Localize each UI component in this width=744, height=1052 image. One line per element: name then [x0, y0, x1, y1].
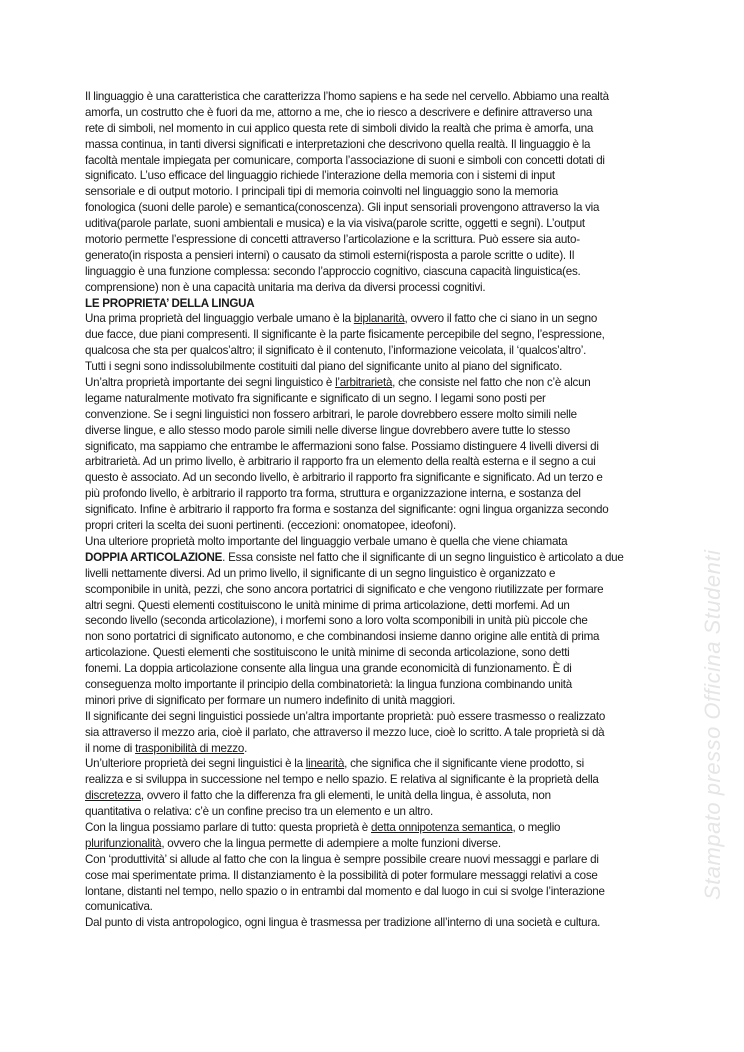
text-line — [85, 280, 685, 296]
watermark: Stampato presso Officina Studenti — [700, 549, 725, 900]
text-line — [85, 89, 685, 105]
text-run: cose mai sperimentate prima. Il distanziamento è la possibilità di poter formulare messaggi relativi a cose — [85, 868, 598, 882]
text-line — [85, 661, 685, 677]
text-line — [85, 884, 685, 900]
text-run: qualcosa che sta per qualcos’altro; il significato è il contenuto, l’informazione veicolata, il ‘qualcos’altro’. — [85, 344, 587, 358]
text-line — [85, 200, 685, 216]
underlined-term: biplanarità — [353, 312, 405, 326]
text-run: significato. Infine è arbitrario il rapporto fra forma e sostanza del significante: ogni lingua organizza secondo — [85, 503, 609, 517]
text-line — [85, 709, 685, 725]
text-run: Un’altra proprietà importante dei segni linguistico è — [85, 376, 336, 390]
text-run: , o meglio — [512, 820, 561, 834]
text-line — [85, 550, 685, 566]
paragraph — [85, 820, 685, 852]
text-run: convenzione. Se i segni linguistici non fossero arbitrari, le parole dovrebbero essere molto simili nelle — [85, 407, 577, 421]
paragraph — [85, 534, 685, 709]
text-run: propri criteri la scelta dei suoni pertinenti. (eccezioni: onomatopee, ideofoni). — [85, 519, 456, 533]
text-run: sia attraverso il mezzo aria, cioè il parlato, che attraverso il mezzo luce, cioè lo scritto. A tale proprietà si dà — [85, 725, 605, 739]
paragraph — [85, 311, 685, 375]
text-line — [85, 359, 685, 375]
text-line — [85, 598, 685, 614]
text-line — [85, 756, 685, 772]
text-run: rete di simboli, nel momento in cui applico questa rete di simboli divido la realtà che prima è amorfa, una — [85, 121, 594, 135]
text-line — [85, 788, 685, 804]
text-line — [85, 899, 685, 915]
text-run: Con la lingua possiamo parlare di tutto: questa proprietà è — [85, 820, 371, 834]
text-line — [85, 502, 685, 518]
text-run: legame naturalmente motivato fra significante e significato di un segno. I legami sono posti per — [85, 391, 546, 405]
text-run: scomponibile in unità, pezzi, che sono ancora portatrici di significato e che vengono riutilizzate per formare — [85, 582, 604, 596]
text-line — [85, 439, 685, 455]
text-run: facoltà mentale impiegata per comunicare, comporta l’associazione di suoni e simboli con concetti dotati di — [85, 153, 605, 167]
text-line — [85, 168, 685, 184]
text-run: quantitativa o relativa: c’è un confine preciso tra un elemento e un altro. — [85, 805, 433, 819]
text-run: sensoriale e di output motorio. I principali tipi di memoria coinvolti nel linguaggio sono la memoria — [85, 185, 558, 199]
text-run: Una prima proprietà del linguaggio verbale umano è la — [85, 312, 354, 326]
paragraph — [85, 375, 685, 534]
text-run: conseguenza molto importante il principio della combinatorietà: la lingua funziona combinando unità — [85, 677, 572, 691]
underlined-term: l’arbitrarietà — [335, 376, 393, 390]
text-run: . — [244, 741, 248, 755]
text-run: significato. L’uso efficace del linguaggio richiede l’interazione della memoria con i sistemi di input — [85, 169, 555, 183]
text-line — [85, 423, 685, 439]
text-run: non sono portatrici di significato autonomo, e che combinandosi insieme danno origine alle entità di prima — [85, 630, 600, 644]
text-run: più profondo livello, è arbitrario il rapporto tra forma, struttura e organizzazione interna, e sostanza del — [85, 487, 581, 501]
underlined-term: linearità — [305, 757, 345, 771]
text-run: generato(in risposta a pensieri interni) o causato da stimoli esterni(risposta a parole scritte o udite). Il — [85, 248, 575, 262]
section-heading — [85, 296, 685, 312]
text-line — [85, 232, 685, 248]
text-run: Tutti i segni sono indissolubilmente costituiti dal piano del significante unito al piano del significato. — [85, 360, 563, 374]
text-line — [85, 693, 685, 709]
text-line — [85, 868, 685, 884]
text-run: Una ulteriore proprietà molto importante del linguaggio verbale umano è quella che viene chiamata — [85, 534, 568, 548]
bold-text: DOPPIA ARTICOLAZIONE — [85, 550, 223, 564]
text-line — [85, 105, 685, 121]
text-run: Con ‘produttività’ si allude al fatto che con la lingua è sempre possibile creare nuovi messaggi e parlare di — [85, 852, 599, 866]
text-line — [85, 470, 685, 486]
text-run: , ovvero il fatto che la differenza fra gli elementi, le unità della lingua, è assoluta, non — [140, 789, 551, 803]
text-run: , ovvero che la lingua permette di adempiere a molte funzioni diverse. — [161, 836, 501, 850]
paragraph — [85, 756, 685, 820]
text-run: lontane, distanti nel tempo, nello spazio o in entrambi dal momento e dal luogo in cui si svolge l’interazione — [85, 884, 605, 898]
text-line — [85, 836, 685, 852]
text-run: secondo livello (seconda articolazione), i morfemi sono a loro volta scomponibili in unità più piccole che — [85, 614, 588, 628]
text-run: Il significante dei segni linguistici possiede un’altra importante proprietà: può essere trasmesso o realizzato — [85, 709, 606, 723]
text-run: , che significa che il significante viene prodotto, si — [344, 757, 584, 771]
text-line — [85, 296, 685, 312]
text-line — [85, 327, 685, 343]
text-line — [85, 391, 685, 407]
text-line — [85, 407, 685, 423]
text-line — [85, 772, 685, 788]
text-run: , che consiste nel fatto che non c’è alcun — [392, 376, 591, 390]
text-line — [85, 677, 685, 693]
text-run: amorfa, un costrutto che è fuori da me, attorno a me, che io riesco a descrivere e definire attraverso una — [85, 105, 593, 119]
underlined-term: discretezza — [85, 789, 141, 803]
text-run: altri segni. Questi elementi costituiscono le unità minime di prima articolazione, detti morfemi. Ad un — [85, 598, 570, 612]
text-run: comprensione) non è una capacità unitaria ma deriva da diversi processi cognitivi. — [85, 280, 486, 294]
paragraph — [85, 709, 685, 757]
text-line — [85, 184, 685, 200]
text-run: linguaggio è una funzione complessa: secondo l’approccio cognitivo, ciascuna capacità linguistica(es. — [85, 264, 581, 278]
text-run: livelli nettamente diversi. Ad un primo livello, il significante di un segno linguistico è organizzato e — [85, 566, 556, 580]
text-run: diverse lingue, e allo stesso modo parole simili nelle diverse lingue dovrebbero avere tutte lo stesso — [85, 423, 570, 437]
text-run: il nome di — [85, 741, 136, 755]
text-run: questo è associato. Ad un secondo livello, è arbitrario il rapporto fra significante e significato. Ad un terzo e — [85, 471, 603, 485]
text-run: motorio permette l’espressione di concetti attraverso l’articolazione e la scrittura. Può essere sia auto- — [85, 233, 580, 247]
text-line — [85, 741, 685, 757]
text-run: minori prive di significato per formare un numero indefinito di unità maggiori. — [85, 693, 456, 707]
text-run: uditiva(parole parlate, suoni ambientali e musica) e la via visiva(parole scritte, oggetti e segni). L’output — [85, 217, 585, 231]
text-run: significato, ma sappiamo che entrambe le affermazioni sono false. Possiamo distinguere 4 livelli diversi di — [85, 439, 599, 453]
text-line — [85, 486, 685, 502]
text-line — [85, 375, 685, 391]
underlined-term: detta onnipotenza semantica — [370, 820, 513, 834]
text-line — [85, 629, 685, 645]
text-run: Dal punto di vista antropologico, ogni lingua è trasmessa per tradizione all’interno di una società e cultura. — [85, 916, 601, 930]
text-run: massa continua, in tanti diversi significati e interpretazioni che descrivono quella realtà. Il linguaggio è la — [85, 137, 591, 151]
text-line — [85, 264, 685, 280]
underlined-term: trasponibilità di mezzo — [135, 741, 245, 755]
text-line — [85, 121, 685, 137]
text-run: fonemi. La doppia articolazione consente alla lingua una grande economicità di funzionamento. È di — [85, 662, 572, 676]
text-line — [85, 137, 685, 153]
text-run: comunicativa. — [85, 900, 153, 914]
text-run: Il linguaggio è una caratteristica che caratterizza l’homo sapiens e ha sede nel cervello. Abbiamo una realtà — [85, 90, 609, 103]
text-line — [85, 852, 685, 868]
text-line — [85, 216, 685, 232]
text-line — [85, 820, 685, 836]
text-run: Un’ulteriore proprietà dei segni linguistici è la — [85, 757, 306, 771]
text-line — [85, 153, 685, 169]
text-line — [85, 343, 685, 359]
text-run: articolazione. Questi elementi che sostituiscono le unità minime di seconda articolazione, sono detti — [85, 646, 570, 660]
text-line — [85, 566, 685, 582]
document-body — [85, 89, 685, 931]
text-run: , ovvero il fatto che ci siano in un segno — [404, 312, 598, 326]
text-line — [85, 518, 685, 534]
underlined-term: plurifunzionalità — [85, 836, 162, 850]
text-line — [85, 248, 685, 264]
text-line — [85, 645, 685, 661]
paragraph — [85, 89, 685, 296]
text-line — [85, 804, 685, 820]
text-run: . Essa consiste nel fatto che il significante di un segno linguistico è articolato a due — [222, 550, 624, 564]
paragraph — [85, 852, 685, 916]
text-line — [85, 915, 685, 931]
text-line — [85, 454, 685, 470]
text-line — [85, 582, 685, 598]
text-run: fonologica (suoni delle parole) e semantica(conoscenza). Gli input sensoriali provengono attraverso la via — [85, 201, 600, 215]
text-run: due facce, due piani compresenti. Il significante è la parte fisicamente percepibile del segno, l’espressione, — [85, 328, 605, 342]
text-line — [85, 725, 685, 741]
text-line — [85, 311, 685, 327]
text-run: arbitrarietà. Ad un primo livello, è arbitrario il rapporto fra un elemento della realtà esterna e il segno a cui — [85, 455, 596, 469]
bold-text: LE PROPRIETA’ DELLA LINGUA — [85, 296, 255, 310]
paragraph — [85, 915, 685, 931]
text-line — [85, 534, 685, 550]
text-line — [85, 613, 685, 629]
text-run: realizza e si sviluppa in successione nel tempo e nello spazio. E relativa al significante è la proprietà della — [85, 773, 599, 787]
